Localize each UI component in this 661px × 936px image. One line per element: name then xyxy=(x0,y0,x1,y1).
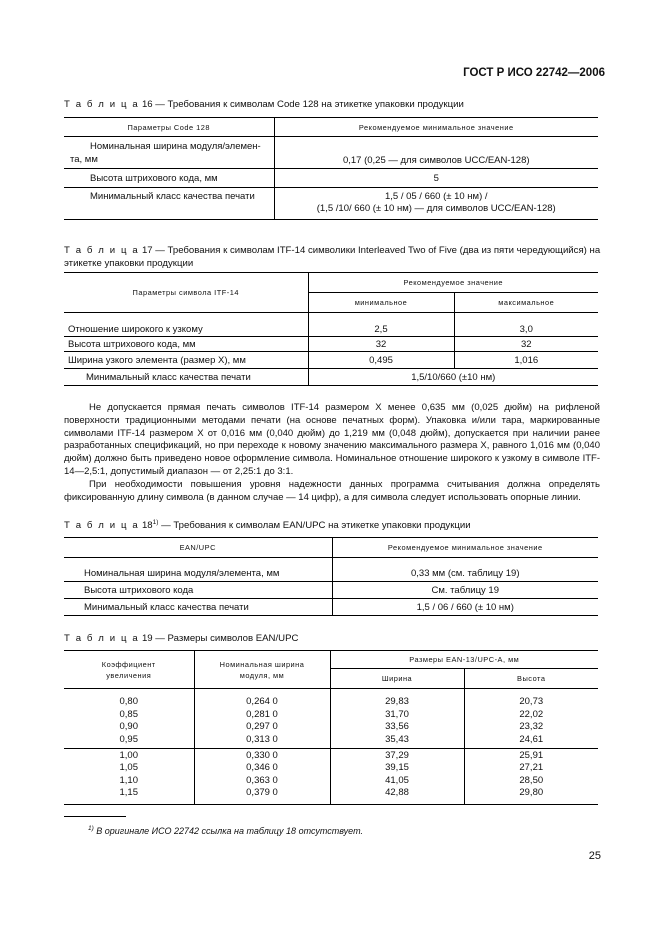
table19-caption-label: Т а б л и ц а xyxy=(64,633,140,644)
table16-header-value: Рекомендуемое минимальное значение xyxy=(274,118,598,137)
table-row-group: 1,00 1,05 1,10 1,15 0,330 0 0,346 0 0,363 0 0,379 0 37,29 39,15 41,05 42,88 25,91 27,21 28,50 29,80 xyxy=(64,749,598,805)
table18-header-value: Рекомендуемое минимальное значение xyxy=(332,538,598,558)
table19-header-height: Высота xyxy=(464,669,598,689)
table18 xyxy=(64,537,598,616)
table-row xyxy=(64,188,598,220)
table16-param-cell: Высота штрихового кода, мм xyxy=(64,169,274,188)
table16-caption xyxy=(64,98,464,111)
table18-caption-label: Т а б л и ц а xyxy=(64,520,140,531)
table17-caption-line2: этикетке упаковки продукции xyxy=(64,258,194,269)
table17-header-min: минимальное xyxy=(308,293,454,313)
table-row: Минимальный класс качества печати 1,5/10/660 (±10 нм) xyxy=(64,369,598,386)
footnote-divider xyxy=(64,816,126,817)
table16-param-cell: Минимальный класс качества печати xyxy=(64,188,274,220)
table17-caption-label: Т а б л и ц а xyxy=(64,245,140,256)
table-row: Ширина узкого элемента (размер X), мм 0,495 1,016 xyxy=(64,352,598,369)
document-header: ГОСТ Р ИСО 22742—2006 xyxy=(463,67,605,79)
table17-caption xyxy=(64,244,604,270)
table-row: Высота штрихового кода См. таблицу 19 xyxy=(64,582,598,599)
table17-header-group: Рекомендуемое значение xyxy=(308,273,598,293)
page-number: 25 xyxy=(588,850,601,862)
table19-header-factor: Коэффициент увеличения xyxy=(64,651,194,689)
table-row xyxy=(64,137,598,169)
table18-caption: Т а б л и ц а 18$^{1)}$ — Требования к символам EAN/UPC на этикетке упаковки продукции xyxy=(64,518,471,531)
table16-header-param: Параметры Code 128 xyxy=(64,118,274,137)
paragraph: При необходимости повышения уровня надежности данных программа считывания должна определять фиксированную длину символа (в данном случае — 14 цифр), а для символа следует использовать опорные линии. xyxy=(64,478,600,503)
table17 xyxy=(64,272,598,386)
table16-caption-label: Т а б л и ц а xyxy=(64,99,140,110)
table19-header-module: Номинальная ширина модуля, мм xyxy=(194,651,330,689)
table17-header-param: Параметры символа ITF-14 xyxy=(64,273,308,313)
table-row-group: 0,80 0,85 0,90 0,95 0,264 0 0,281 0 0,297 0 0,313 0 29,83 31,70 33,56 35,43 20,73 22,02 23,32 24,61 xyxy=(64,689,598,749)
table17-caption-text: 17 — Требования к символам ITF-14 символики Interleaved Two of Five (два из пяти чередующийся) на xyxy=(139,245,601,256)
table16-param-cell: Номинальная ширина модуля/элемен- та, мм xyxy=(64,137,274,169)
table19-header-group: Размеры EAN-13/UPC-A, мм xyxy=(330,651,598,669)
paragraph: Не допускается прямая печать символов ITF-14 размером X менее 0,635 мм (0,025 дюйм) на рифленой поверхности традиционными методами печати (на основе печатных форм). Упаковка и/или тара, маркированные символами ITF-14 размером X от 0,016 мм (0,040 дюйм) до 1,219 мм (0,048 дюйм), допускается при наличии ранее разработанных спецификаций, но при переходе к новому значению максимального размера X, равного 1,016 мм (0,040 дюйм) должно быть приведено новое оформление символа. Номинальное отношение широкого к узкому в символе ITF-14—2,5:1, допустимый диапазон — от 2,25:1 до 3:1. xyxy=(64,402,600,477)
table16 xyxy=(64,117,598,220)
table-row xyxy=(64,169,598,188)
table-row: Номинальная ширина модуля/элемента, мм 0,33 мм (см. таблицу 19) xyxy=(64,558,598,582)
footnote-ref: 1) xyxy=(152,518,159,526)
footnote xyxy=(88,826,363,836)
table-row: Отношение широкого к узкому 2,5 3,0 xyxy=(64,313,598,337)
footnote-mark: 1) xyxy=(88,825,94,832)
table19-header-width: Ширина xyxy=(330,669,464,689)
table16-value-cell: 1,5 / 05 / 660 (± 10 нм) / (1,5 /10/ 660 (± 10 нм) — для символов UCC/EAN-128) xyxy=(274,188,598,220)
table-row: Высота штрихового кода, мм 32 32 xyxy=(64,337,598,352)
table18-caption-text: — Требования к символам EAN/UPC на этикетке упаковки продукции xyxy=(158,520,471,531)
table16-value-cell: 0,17 (0,25 — для символов UCC/EAN-128) xyxy=(342,155,530,166)
table-row: Минимальный класс качества печати 1,5 / 06 / 660 (± 10 нм) xyxy=(64,599,598,616)
table16-caption-text: 16 — Требования к символам Code 128 на этикетке упаковки продукции xyxy=(139,99,464,110)
table18-header-param: EAN/UPC xyxy=(64,538,332,558)
footnote-text: В оригинале ИСО 22742 ссылка на таблицу 18 отсутствует. xyxy=(93,826,363,836)
body-text xyxy=(64,402,600,504)
table19-caption-text: 19 — Размеры символов EAN/UPC xyxy=(139,633,299,644)
table16-value-cell: 5 xyxy=(274,169,598,188)
table17-header-max: максимальное xyxy=(454,293,598,313)
table19 xyxy=(64,650,598,805)
table19-caption xyxy=(64,632,298,645)
